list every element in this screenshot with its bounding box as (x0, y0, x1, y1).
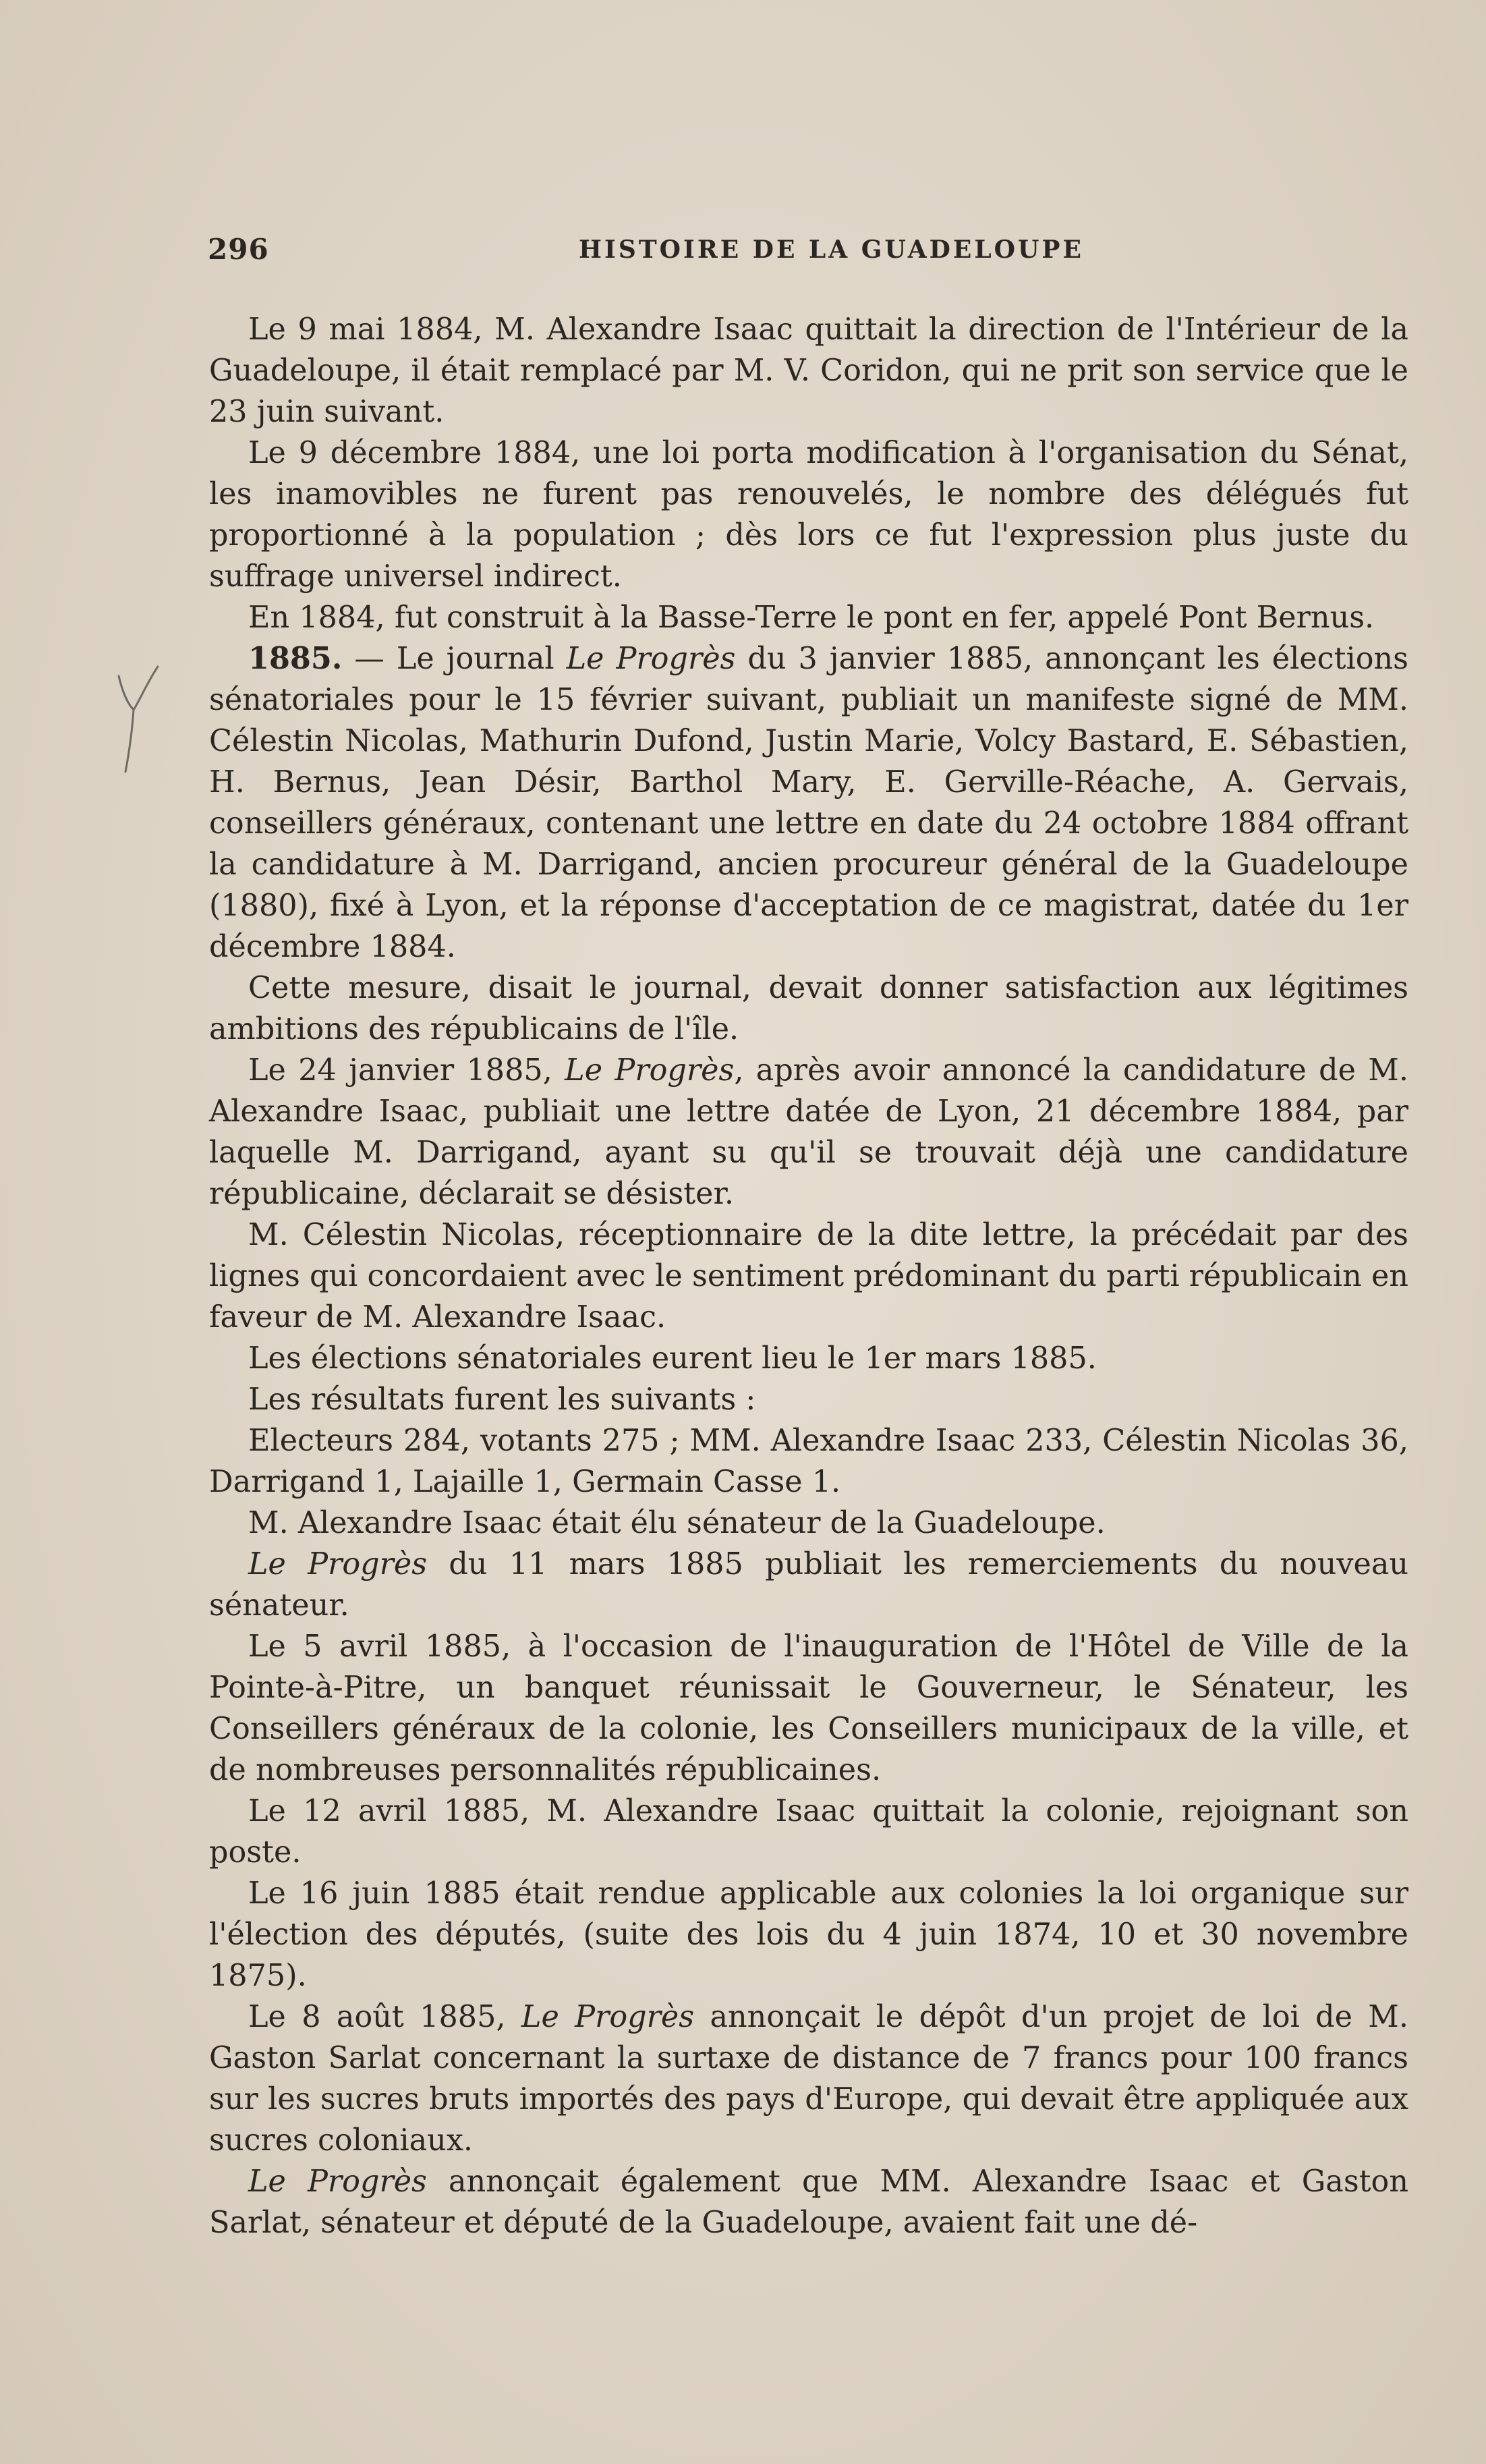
paragraph: Le 8 août 1885, Le Progrès annonçait le dépôt d'un projet de loi de M. Gaston Sarlat concernant la surtaxe de distance de 7 francs pour 100 francs sur les sucres bruts importés des pays d'Europe, qui devait être appliquée aux sucres coloniaux. (209, 2000, 1409, 2158)
paragraph: Cette mesure, disait le journal, devait donner satisfaction aux légitimes ambitions des républicains de l'île. (209, 971, 1408, 1046)
journal-title: Le Progrès (248, 1547, 428, 1581)
page-header (208, 233, 1408, 273)
paragraph: Le Progrès annonçait également que MM. Alexandre Isaac et Gaston Sarlat, sénateur et député de la Guadeloupe, avaient fait une dé- (209, 2164, 1408, 2240)
journal-title: Le Progrès (565, 1053, 735, 1088)
journal-title: Le Progrès (566, 642, 736, 676)
paragraph: Le 9 mai 1884, M. Alexandre Isaac quittait la direction de l'Intérieur de la Guadeloupe, il était remplacé par M. V. Coridon, qui ne prit son service que le 23 juin suivant. (209, 312, 1408, 429)
paragraph: Le 16 juin 1885 était rendue applicable aux colonies la loi organique sur l'élection des députés, (suite des lois du 4 juin 1874, 10 et 30 novembre 1875). (209, 1876, 1408, 1993)
page-number: 296 (208, 233, 269, 266)
running-title: HISTOIRE DE LA GUADELOUPE (579, 235, 1084, 264)
body-text (209, 309, 1408, 2243)
paragraph: Le 12 avril 1885, M. Alexandre Isaac quittait la colonie, rejoignant son poste. (209, 1794, 1408, 1870)
paragraph: Les élections sénatoriales eurent lieu le 1er mars 1885. (248, 1341, 1097, 1376)
paragraph: Le 5 avril 1885, à l'occasion de l'inauguration de l'Hôtel de Ville de la Pointe-à-Pitre, un banquet réunissait le Gouverneur, le Sénateur, les Conseillers généraux de la colonie, les Conseillers municipaux de la ville, et de nombreuses personnalités républicaines. (209, 1629, 1408, 1787)
paragraph: Le 9 décembre 1884, une loi porta modification à l'organisation du Sénat, les inamovibles ne furent pas renouvelés, le nombre des délégués fut proportionné à la population ; dès lors ce fut l'expression plus juste du suffrage universel indirect. (209, 436, 1408, 594)
year-heading: 1885. (248, 641, 343, 676)
pencil-check-mark (113, 663, 167, 777)
paragraph: M. Célestin Nicolas, réceptionnaire de la dite lettre, la précédait par des lignes qui concordaient avec le sentiment prédominant du parti républicain en faveur de M. Alexandre Isaac. (209, 1218, 1408, 1335)
paragraph: M. Alexandre Isaac était élu sénateur de la Guadeloupe. (248, 1506, 1106, 1540)
paragraph: 1885. — Le journal Le Progrès du 3 janvier 1885, annonçant les élections sénatoriales pour le 15 février suivant, publiait un manifeste signé de MM. Célestin Nicolas, Mathurin Dufond, Justin Marie, Volcy Bastard, E. Sébastien, H. Bernus, Jean Désir, Barthol Mary, E. Gerville-Réache, A. Gervais, conseillers généraux, contenant une lettre en date du 24 octobre 1884 offrant la candidature à M. Darrigand, ancien procureur général de la Guadeloupe (1880), fixé à Lyon, et la réponse d'acceptation de ce magistrat, datée du 1er décembre 1884. (209, 641, 1409, 964)
journal-title: Le Progrès (521, 2000, 695, 2034)
paragraph: Electeurs 284, votants 275 ; MM. Alexandre Isaac 233, Célestin Nicolas 36, Darrigand 1, Lajaille 1, Germain Casse 1. (209, 1424, 1408, 1499)
journal-title: Le Progrès (248, 2164, 427, 2199)
paragraph: En 1884, fut construit à la Basse-Terre le pont en fer, appelé Pont Bernus. (248, 600, 1375, 635)
paragraph: Le 24 janvier 1885, Le Progrès, après avoir annoncé la candidature de M. Alexandre Isaac, publiait une lettre datée de Lyon, 21 décembre 1884, par laquelle M. Darrigand, ayant su qu'il se trouvait déjà une candidature républicaine, déclarait se désister. (209, 1053, 1409, 1211)
paragraph: Les résultats furent les suivants : (248, 1382, 756, 1417)
paragraph: Le Progrès du 11 mars 1885 publiait les remerciements du nouveau sénateur. (209, 1547, 1409, 1623)
